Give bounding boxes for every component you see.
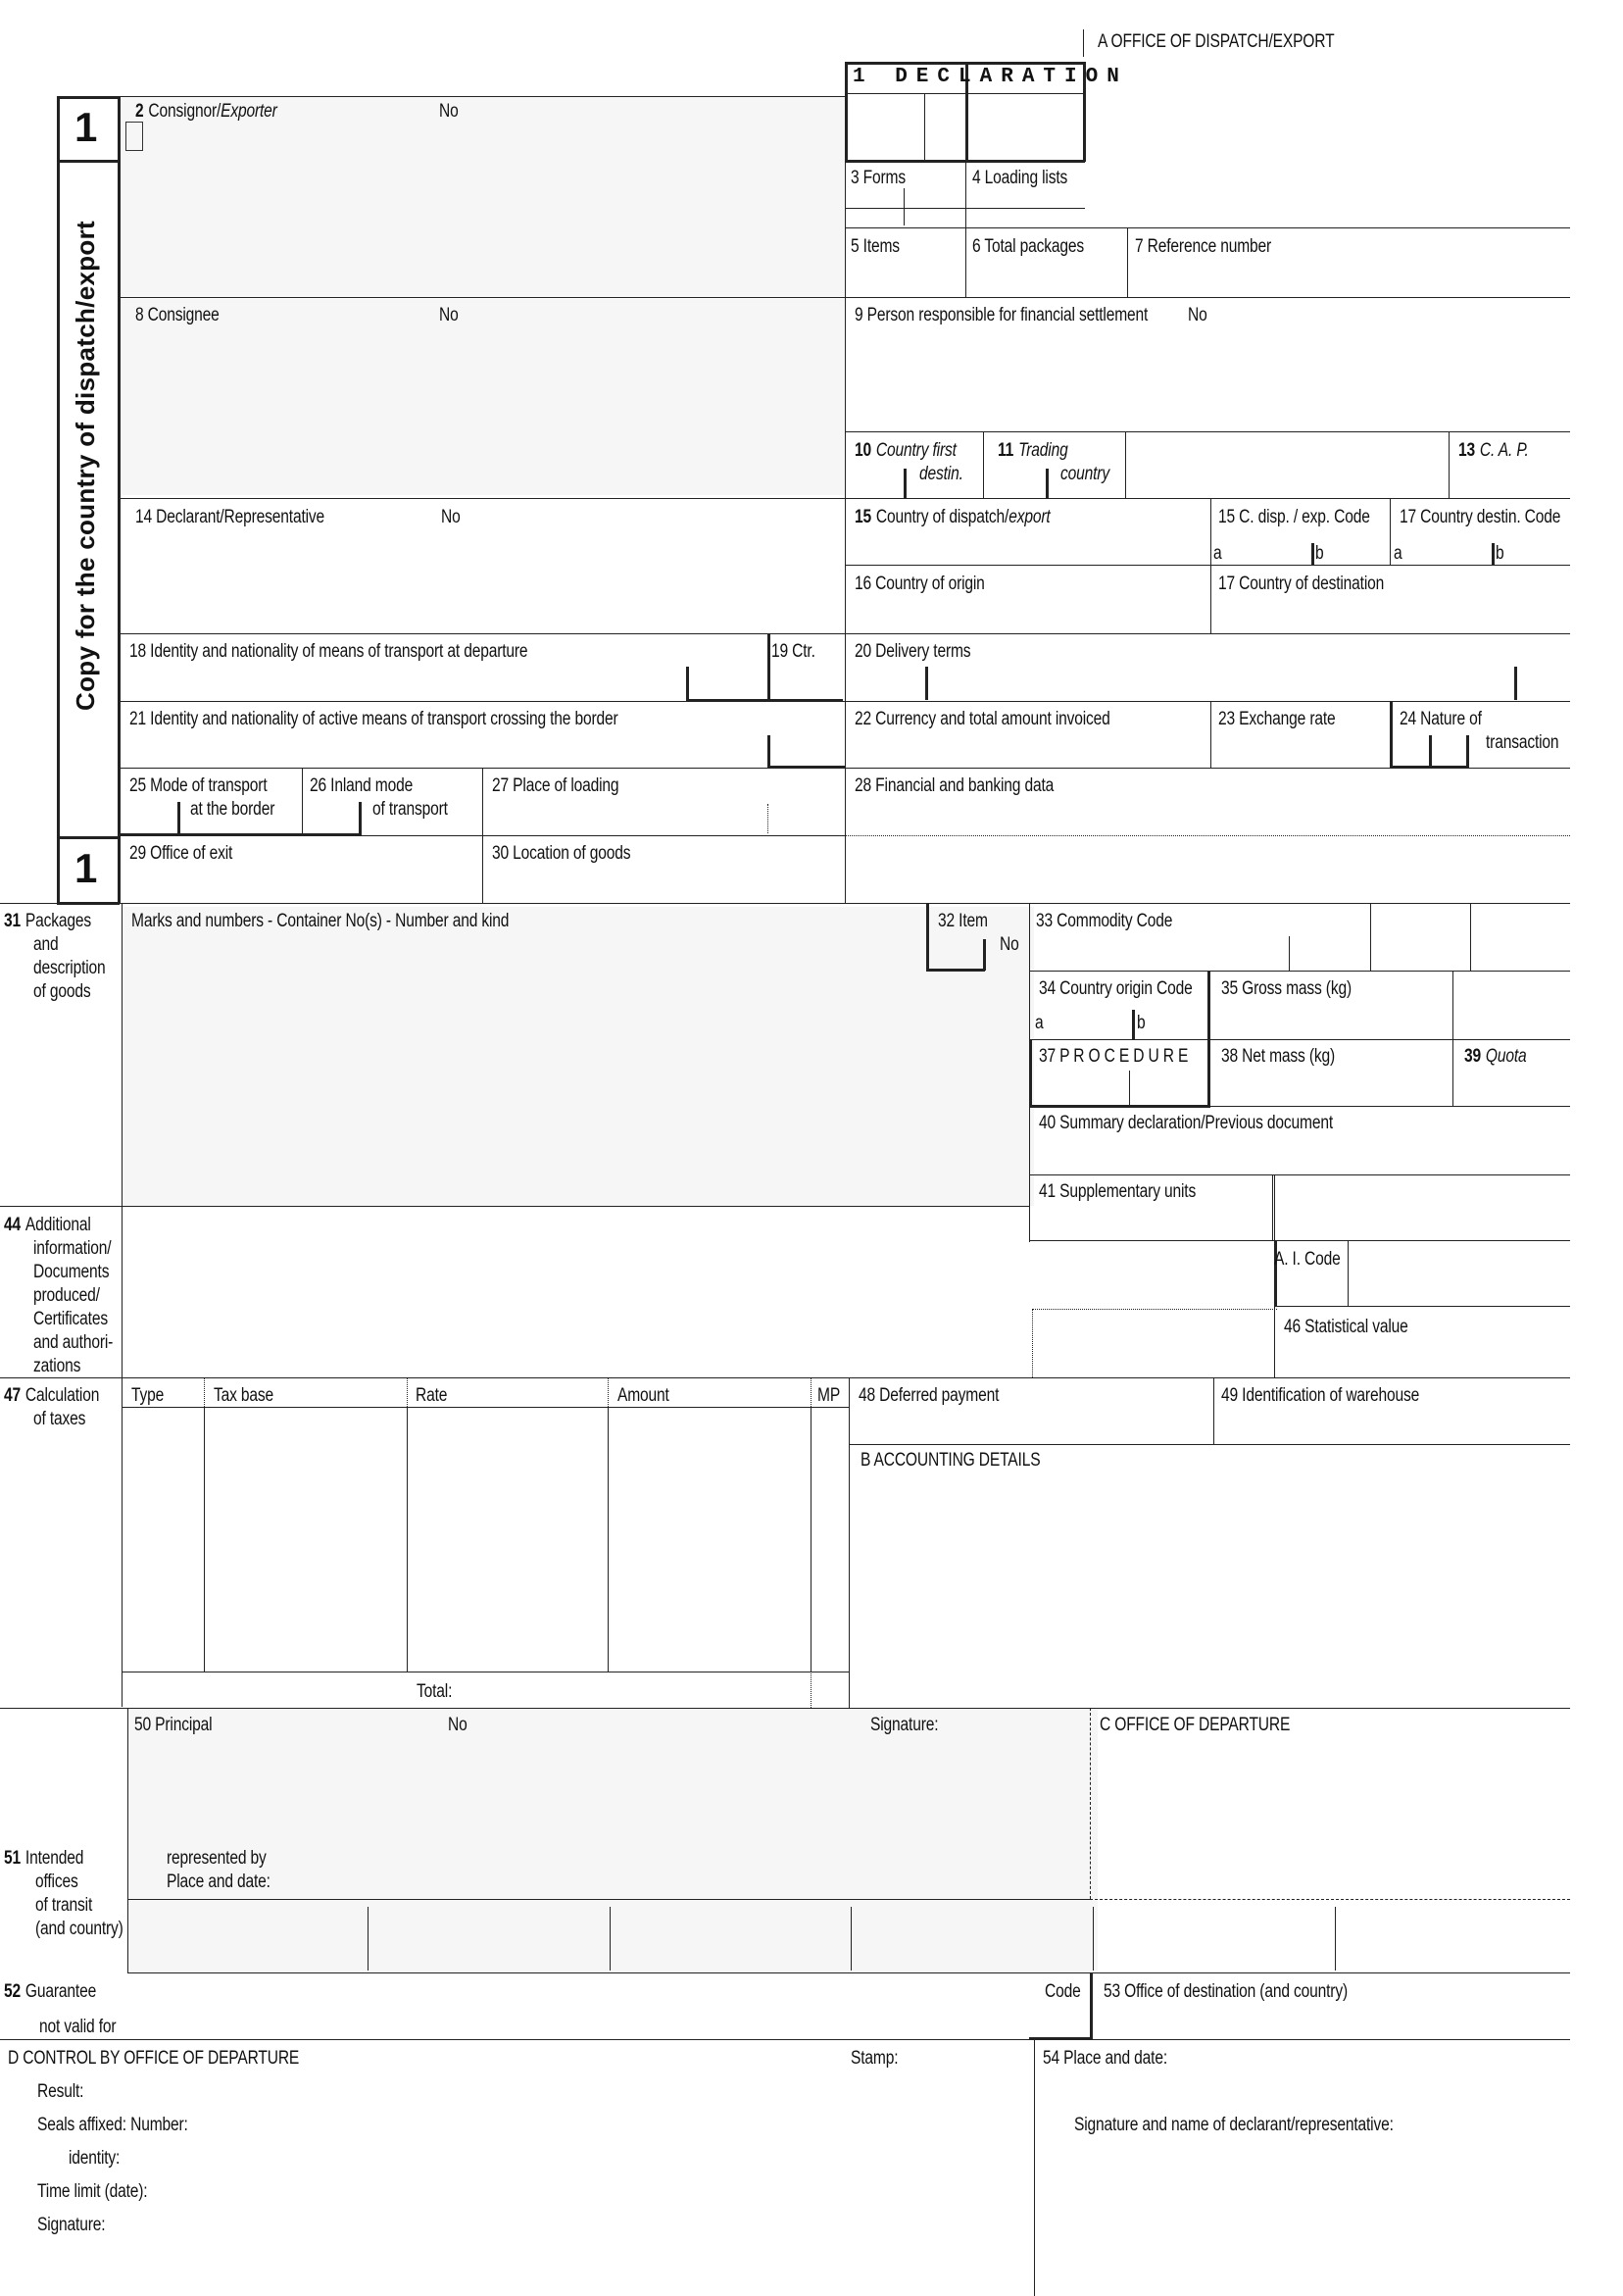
rule bbox=[904, 469, 907, 498]
field-18-label: 18 Identity and nationality of means of transport at departure bbox=[129, 641, 528, 662]
rule bbox=[1274, 1306, 1570, 1307]
field-32-label-2: No bbox=[1000, 934, 1019, 955]
rule bbox=[57, 96, 60, 904]
checkbox-icon[interactable] bbox=[125, 122, 143, 151]
rule bbox=[1090, 1708, 1570, 1709]
rule bbox=[686, 699, 843, 702]
rule bbox=[1029, 1039, 1570, 1040]
rule bbox=[1029, 1174, 1570, 1175]
field-15-sub-b: b bbox=[1315, 543, 1324, 564]
field-17-label: 17 Country of destination bbox=[1218, 574, 1385, 594]
field-44-line-6: and authori- bbox=[33, 1332, 114, 1353]
field-15-label: 15 Country of dispatch/export bbox=[855, 507, 1051, 527]
field-19-label: 19 Ctr. bbox=[771, 641, 815, 662]
rule bbox=[127, 1708, 128, 1972]
box-a-label: A OFFICE OF DISPATCH/EXPORT bbox=[1098, 31, 1335, 52]
field-9-label: 9 Person responsible for financial settlement bbox=[855, 305, 1149, 325]
field-6-label: 6 Total packages bbox=[972, 236, 1085, 257]
rule bbox=[302, 768, 303, 835]
rule bbox=[118, 96, 121, 904]
place-date-label: Place and date: bbox=[167, 1872, 270, 1892]
copy-number-top: 1 bbox=[74, 104, 98, 150]
rule bbox=[1213, 1377, 1214, 1444]
rule bbox=[1210, 701, 1211, 768]
rule bbox=[811, 1407, 812, 1672]
field-51-label: 51 Intended bbox=[4, 1848, 84, 1869]
rule bbox=[1470, 903, 1471, 971]
copy-label: Copy for the country of dispatch/export bbox=[71, 221, 100, 711]
rule bbox=[1390, 701, 1393, 768]
field-27-label: 27 Place of loading bbox=[492, 775, 619, 796]
tax-col-amount: Amount bbox=[617, 1385, 669, 1406]
field-4-label: 4 Loading lists bbox=[972, 168, 1068, 188]
field-51-line-2: offices bbox=[35, 1872, 78, 1892]
box-d-label: D CONTROL BY OFFICE OF DEPARTURE bbox=[8, 2048, 300, 2069]
rule bbox=[845, 431, 1570, 432]
field-2-no: No bbox=[439, 101, 459, 122]
field-51-line-4: (and country) bbox=[35, 1919, 123, 1939]
field-20-label: 20 Delivery terms bbox=[855, 641, 971, 662]
rule bbox=[1210, 498, 1211, 633]
rule bbox=[1032, 1309, 1277, 1310]
rule bbox=[359, 802, 362, 835]
rule bbox=[767, 735, 770, 768]
rule bbox=[1272, 1174, 1273, 1240]
field-31-marks: Marks and numbers - Container No(s) - Number and kind bbox=[131, 911, 510, 931]
field-8-label: 8 Consignee bbox=[135, 305, 220, 325]
rule bbox=[122, 903, 123, 1707]
rule bbox=[0, 2039, 1570, 2040]
rule bbox=[845, 93, 1083, 94]
field-31-line-4: of goods bbox=[33, 981, 91, 1002]
field-44-line-4: produced/ bbox=[33, 1285, 100, 1306]
seals-label: Seals affixed: Number: bbox=[37, 2115, 188, 2135]
rule bbox=[1289, 936, 1290, 971]
rule bbox=[1335, 1907, 1336, 1971]
field-17-sub-a: a bbox=[1394, 543, 1402, 564]
field-21-label: 21 Identity and nationality of active means of transport crossing the border bbox=[129, 709, 618, 729]
rule bbox=[1090, 1972, 1093, 2039]
rule bbox=[177, 802, 180, 835]
rule bbox=[849, 1444, 1570, 1445]
field-33-label: 33 Commodity Code bbox=[1036, 911, 1173, 931]
field-48-label: 48 Deferred payment bbox=[859, 1385, 1000, 1406]
rule bbox=[1370, 903, 1371, 971]
field-50-no: No bbox=[448, 1715, 467, 1735]
copy-number-bottom: 1 bbox=[74, 845, 98, 891]
field-39-label: 39 Quota bbox=[1464, 1046, 1527, 1067]
rule bbox=[1093, 1907, 1094, 1971]
field-2-label: 2 Consignor/Exporter bbox=[135, 101, 277, 122]
identity-label: identity: bbox=[69, 2148, 121, 2169]
rule bbox=[57, 836, 120, 839]
tax-total-label: Total: bbox=[417, 1681, 453, 1702]
rule bbox=[1125, 431, 1126, 498]
rule bbox=[811, 1377, 812, 1407]
rule bbox=[118, 633, 1570, 634]
field-49-label: 49 Identification of warehouse bbox=[1221, 1385, 1420, 1406]
tax-col-type: Type bbox=[131, 1385, 165, 1406]
rule bbox=[767, 804, 768, 833]
rule bbox=[118, 833, 361, 836]
field-8-no: No bbox=[439, 305, 459, 325]
shade-consignor bbox=[120, 96, 845, 297]
tax-col-base: Tax base bbox=[214, 1385, 274, 1406]
rule bbox=[1129, 1071, 1130, 1106]
rule bbox=[686, 667, 689, 700]
rule bbox=[1390, 498, 1391, 565]
represented-by-label: represented by bbox=[167, 1848, 267, 1869]
field-7-label: 7 Reference number bbox=[1135, 236, 1272, 257]
field-44-line-2: information/ bbox=[33, 1238, 112, 1259]
shade-goods bbox=[123, 907, 1034, 1206]
field-5-label: 5 Items bbox=[851, 236, 900, 257]
field-25-label: 25 Mode of transport bbox=[129, 775, 268, 796]
field-28-label: 28 Financial and banking data bbox=[855, 775, 1055, 796]
field-41-label: 41 Supplementary units bbox=[1039, 1181, 1197, 1202]
field-34-sub-a: a bbox=[1035, 1013, 1044, 1033]
rule bbox=[1429, 735, 1432, 768]
rule bbox=[57, 160, 120, 163]
rule bbox=[1207, 971, 1210, 1108]
field-50-label: 50 Principal bbox=[134, 1715, 213, 1735]
tax-col-rate: Rate bbox=[416, 1385, 448, 1406]
field-40-label: 40 Summary declaration/Previous document bbox=[1039, 1113, 1334, 1133]
rule bbox=[204, 1407, 205, 1672]
rule bbox=[1449, 431, 1450, 498]
rule bbox=[118, 96, 845, 97]
field-22-label: 22 Currency and total amount invoiced bbox=[855, 709, 1110, 729]
rule bbox=[965, 160, 966, 297]
field-25-label-2: at the border bbox=[190, 799, 275, 820]
declaration-title: 1 DECLARATION bbox=[853, 66, 1128, 88]
rule bbox=[767, 633, 770, 701]
rule bbox=[845, 227, 1570, 228]
field-35-label: 35 Gross mass (kg) bbox=[1221, 978, 1352, 999]
rule bbox=[1029, 1039, 1032, 1108]
rule bbox=[118, 297, 1570, 298]
field-34-label: 34 Country origin Code bbox=[1039, 978, 1193, 999]
rule bbox=[204, 1377, 205, 1407]
rule bbox=[1083, 29, 1084, 57]
rule bbox=[983, 939, 986, 971]
shade-consignee bbox=[120, 299, 845, 495]
rule bbox=[0, 1206, 1029, 1207]
ai-code-label: A. I. Code bbox=[1274, 1249, 1341, 1270]
rule bbox=[127, 1972, 1570, 1973]
field-38-label: 38 Net mass (kg) bbox=[1221, 1046, 1335, 1067]
field-51-line-3: of transit bbox=[35, 1895, 93, 1916]
rule bbox=[0, 1377, 1570, 1378]
field-16-label: 16 Country of origin bbox=[855, 574, 985, 594]
rule bbox=[118, 701, 1570, 702]
rule bbox=[57, 96, 120, 99]
rule bbox=[904, 188, 905, 225]
field-44-line-7: zations bbox=[33, 1356, 81, 1376]
rule bbox=[1032, 1309, 1033, 1377]
field-44-line-5: Certificates bbox=[33, 1309, 108, 1329]
rule bbox=[127, 1899, 1090, 1900]
tax-col-mp: MP bbox=[817, 1385, 841, 1406]
signature-control-label: Signature: bbox=[37, 2215, 106, 2235]
field-9-no: No bbox=[1188, 305, 1207, 325]
field-17-sub-b: b bbox=[1496, 543, 1504, 564]
field-54-label: 54 Place and date: bbox=[1043, 2048, 1167, 2069]
code-label: Code bbox=[1045, 1981, 1081, 2002]
rule bbox=[608, 1407, 609, 1672]
rule bbox=[1514, 667, 1517, 700]
rule bbox=[1029, 1105, 1209, 1108]
field-52-line-2: not valid for bbox=[39, 2017, 117, 2037]
rule bbox=[118, 498, 1570, 499]
time-limit-label: Time limit (date): bbox=[37, 2181, 148, 2202]
rule bbox=[845, 96, 846, 903]
rule bbox=[122, 1407, 849, 1408]
rule bbox=[1348, 1240, 1349, 1306]
field-34-sub-b: b bbox=[1137, 1013, 1146, 1033]
rule bbox=[1029, 1240, 1570, 1241]
rule bbox=[0, 903, 1570, 904]
field-14-label: 14 Declarant/Representative bbox=[135, 507, 325, 527]
rule bbox=[1046, 469, 1049, 498]
field-32-label: 32 Item bbox=[938, 911, 988, 931]
field-31-label: 31 Packages bbox=[4, 911, 92, 931]
rule bbox=[608, 1377, 609, 1407]
field-31-line-3: description bbox=[33, 958, 106, 978]
field-14-no: No bbox=[441, 507, 461, 527]
rule bbox=[1029, 2037, 1092, 2040]
field-15-sub-a: a bbox=[1213, 543, 1222, 564]
rule bbox=[1127, 227, 1128, 297]
field-47-line-2: of taxes bbox=[33, 1409, 86, 1429]
rule bbox=[407, 1407, 408, 1672]
rule bbox=[1207, 1010, 1210, 1039]
rule bbox=[1090, 1899, 1570, 1900]
stamp-label: Stamp: bbox=[851, 2048, 899, 2069]
rule bbox=[845, 565, 1570, 566]
field-44-line-3: Documents bbox=[33, 1262, 110, 1282]
field-46-label: 46 Statistical value bbox=[1284, 1317, 1408, 1337]
rule bbox=[482, 768, 483, 903]
field-3-label: 3 Forms bbox=[851, 168, 906, 188]
rule bbox=[407, 1377, 408, 1407]
result-label: Result: bbox=[37, 2081, 84, 2102]
rule bbox=[851, 1907, 852, 1971]
field-47-label: 47 Calculation bbox=[4, 1385, 100, 1406]
box-c-label: C OFFICE OF DEPARTURE bbox=[1100, 1715, 1291, 1735]
rule bbox=[849, 1377, 850, 1709]
field-11-label: 11 Trading bbox=[998, 440, 1068, 461]
field-24-label: 24 Nature of bbox=[1400, 709, 1482, 729]
field-31-line-2: and bbox=[33, 934, 59, 955]
rule bbox=[1132, 1010, 1135, 1039]
field-17-code-label: 17 Country destin. Code bbox=[1400, 507, 1561, 527]
rule bbox=[924, 93, 925, 160]
field-23-label: 23 Exchange rate bbox=[1218, 709, 1336, 729]
rule bbox=[767, 766, 846, 769]
rule bbox=[1311, 543, 1314, 565]
field-44-label: 44 Additional bbox=[4, 1215, 91, 1235]
rule bbox=[983, 431, 984, 498]
rule bbox=[1492, 543, 1495, 565]
declarant-signature-label: Signature and name of declarant/representative: bbox=[1074, 2115, 1394, 2135]
rule bbox=[845, 835, 1570, 836]
field-26-label: 26 Inland mode bbox=[310, 775, 414, 796]
rule bbox=[368, 1907, 369, 1971]
field-10-label-2: destin. bbox=[919, 464, 963, 484]
field-24-label-2: transaction bbox=[1486, 732, 1559, 753]
field-29-label: 29 Office of exit bbox=[129, 843, 233, 864]
field-37-label: 37 P R O C E D U R E bbox=[1039, 1046, 1189, 1067]
field-26-label-2: of transport bbox=[372, 799, 448, 820]
field-52-label: 52 Guarantee bbox=[4, 1981, 97, 2002]
rule bbox=[1034, 2039, 1035, 2296]
rule bbox=[811, 1672, 812, 1708]
rule bbox=[1090, 1708, 1091, 1899]
field-30-label: 30 Location of goods bbox=[492, 843, 631, 864]
rule bbox=[1029, 971, 1570, 972]
signature-label: Signature: bbox=[870, 1715, 939, 1735]
field-13-label: 13 C. A. P. bbox=[1458, 440, 1529, 461]
field-15-code-label: 15 C. disp. / exp. Code bbox=[1218, 507, 1370, 527]
box-b-label: B ACCOUNTING DETAILS bbox=[861, 1450, 1041, 1471]
field-53-label: 53 Office of destination (and country) bbox=[1104, 1981, 1348, 2002]
rule bbox=[925, 667, 928, 700]
rule bbox=[926, 903, 929, 972]
rule bbox=[610, 1907, 611, 1971]
rule bbox=[1466, 735, 1469, 768]
rule bbox=[1452, 971, 1453, 1106]
field-10-label: 10 Country first bbox=[855, 440, 957, 461]
rule bbox=[926, 969, 985, 972]
shade-principal bbox=[127, 1708, 1098, 1972]
field-11-label-2: country bbox=[1060, 464, 1109, 484]
